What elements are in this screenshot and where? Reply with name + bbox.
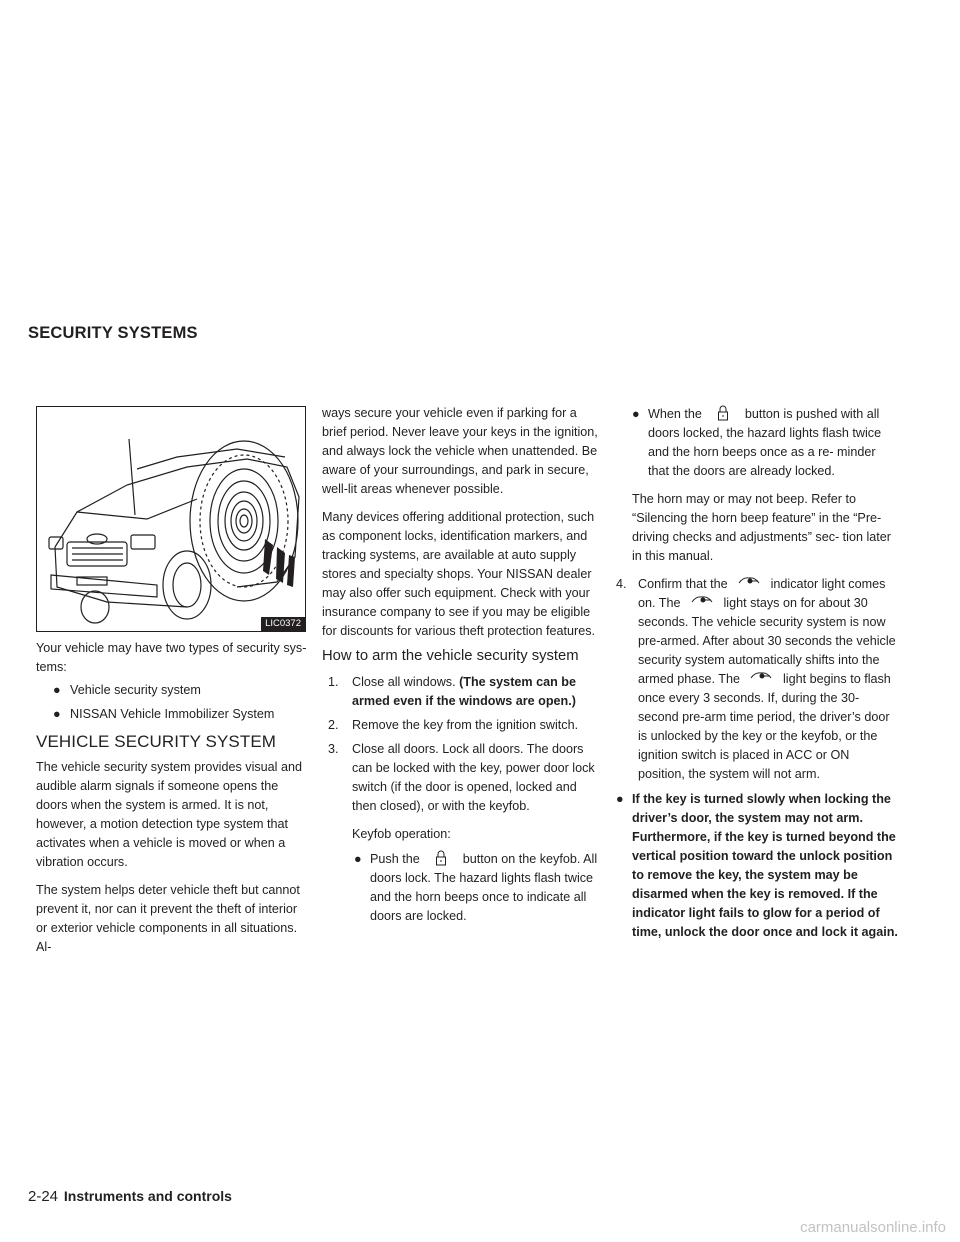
security-indicator-icon [731,575,767,590]
keyfob-label: Keyfob operation: [352,827,451,841]
paragraph: The system helps deter vehicle theft but cannot prevent it, nor can it prevent the theft of interior or exterior vehicle components in all situations. Al- [36,883,300,954]
security-indicator-icon [684,594,720,609]
warning-note: ● If the key is turned slowly when locking the driver’s door, the system may not arm. Furthermore, if the key is turned beyond the vertical position toward the unlock position to remove the key, the system may be disarmed when the key is removed. If the indicator light fails to glow for a period of time, unlock the door once and lock it again. [616,792,898,939]
page-number: 2-24 [28,1188,59,1205]
step-4: 4. Confirm that the indicator light comes on. The light stays on for about 30 seconds. The vehicle security system is now pre-armed. After about 30 seconds the vehicle security system automatically shifts into the armed phase. The light begins to flash once every 3 seconds. If, during the 30-second pre-arm time period, the driver’s door is unlocked by the key or the keyfob, or the ignition switch is placed in ACC or ON position, the system will not arm. [616,577,896,781]
vehicle-illustration [36,406,306,632]
intro-text: Your vehicle may have two types of security sys- tems: [36,641,307,674]
list-item: ● When the button is pushed with all doors locked, the hazard lights flash twice and the horn beeps once as a re- minder that the doors are already locked. [632,407,882,478]
heading-how-to-arm: How to arm the vehicle security system [322,648,579,664]
bullet-icon: ● [53,683,61,697]
page-footer [28,1188,232,1205]
column-2 [322,404,602,926]
suv-alarm-illustration [37,407,306,632]
bullet-icon: ● [354,852,362,866]
list-item: ● Push the button on the keyfob. All doors lock. The hazard lights flash twice and the horn beeps once to indicate all doors are locked. [354,852,598,923]
step-1: 1. Close all windows. (The system can be armed even if the windows are open.) [328,675,576,708]
bullet-icon: ● [53,707,61,721]
paragraph: Many devices offering additional protection, such as component locks, identification markers, and tracking systems, are available at auto supply stores and specialty shops. Your NISSAN dealer may also offer such equipment. Check with your insurance company to see if you may be eligible for discounts for various theft protection features. [322,510,596,638]
list-item: ● NISSAN Vehicle Immobilizer System [36,705,308,724]
list-item: ● Vehicle security system [36,681,308,700]
paragraph: The horn may or may not beep. Refer to “Silencing the horn beep feature” in the “Pre-driving checks and adjustments” sec- tion later in this manual. [632,492,891,563]
bullet-icon: ● [632,407,640,421]
step-3: 3. Close all doors. Lock all doors. The doors can be locked with the key, power door lock switch (if the door is opened, locked and then closed), or with the keyfob. [328,742,595,813]
heading-vehicle-security-system: VEHICLE SECURITY SYSTEM [36,732,277,751]
section-title: SECURITY SYSTEMS [28,324,198,342]
watermark: carmanualsonline.info [800,1219,946,1236]
figure-code: LIC0372 [261,617,305,631]
column-1 [36,406,308,957]
security-indicator-icon [743,670,779,685]
column-3 [616,405,898,942]
step-2: 2. Remove the key from the ignition switch. [328,718,579,732]
lock-icon [705,405,741,420]
paragraph: ways secure your vehicle even if parking for a brief period. Never leave your keys in the ignition, and always lock the vehicle when unattended. Be aware of your surroundings, and park in secure, well-lit areas whenever possible. [322,406,598,496]
paragraph: The vehicle security system provides visual and audible alarm signals if someone opens the doors when the system is armed. It is not, however, a motion detection type system that activates when a vehicle is moved or when a vibration occurs. [36,760,302,869]
bullet-icon: ● [616,792,624,806]
lock-icon [423,850,459,865]
chapter-title: Instruments and controls [63,1188,232,1204]
